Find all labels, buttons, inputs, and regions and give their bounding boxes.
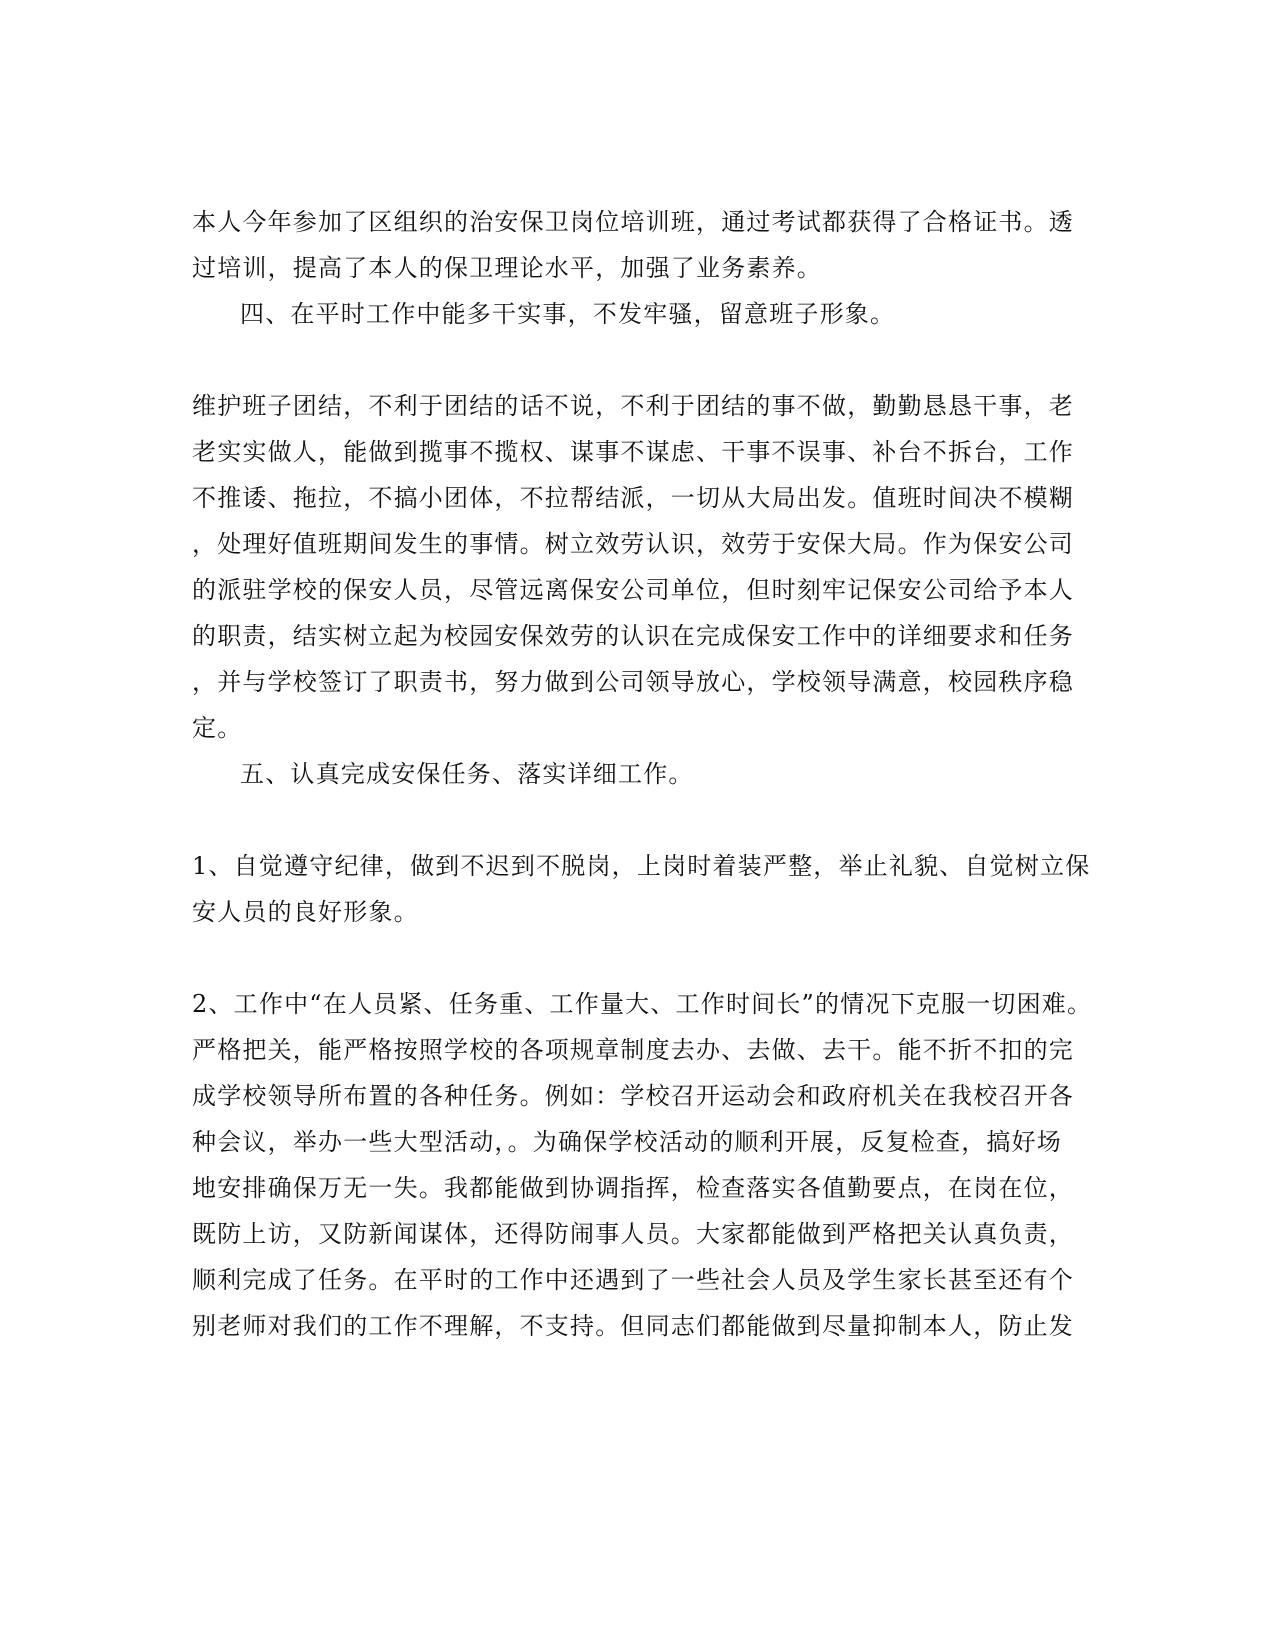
text-line: 安人员的良好形象。 xyxy=(192,898,419,926)
text-line: 顺利完成了任务。在平时的工作中还遇到了一些社会人员及学生家长甚至还有个 xyxy=(192,1266,1074,1294)
text-line: 种会议，举办一些大型活动，。为确保学校活动的顺利开展，反复检查，搞好场 xyxy=(192,1128,1062,1156)
text-line: 的职责，结实树立起为校园安保效劳的认识在完成保安工作中的详细要求和任务 xyxy=(192,622,1074,650)
text-line: 老实实做人，能做到揽事不揽权、谋事不谋虑、干事不误事、补台不拆台，工作 xyxy=(192,438,1074,466)
text-line: 地安排确保万无一失。我都能做到协调指挥，检查落实各值勤要点，在岗在位， xyxy=(192,1174,1074,1202)
text-line: 定。 xyxy=(192,714,243,742)
text-line: 维护班子团结，不利于团结的话不说，不利于团结的事不做，勤勤恳恳干事，老 xyxy=(192,392,1074,420)
text-line: 既防上访，又防新闻谋体，还得防闹事人员。大家都能做到严格把关认真负责， xyxy=(192,1220,1074,1248)
text-line: 严格把关，能严格按照学校的各项规章制度去办、去做、去干。能不折不扣的完 xyxy=(192,1036,1074,1064)
section-heading: 四、在平时工作中能多干实事，不发牢骚，留意班子形象。 xyxy=(240,300,896,328)
text-line: ，并与学校签订了职责书，努力做到公司领导放心，学校领导满意，校园秩序稳 xyxy=(192,668,1074,696)
list-item: 1、自觉遵守纪律，做到不迟到不脱岗，上岗时着装严整，举止礼貌、自觉树立保 xyxy=(192,852,1091,880)
text-line: 不推诿、拖拉，不搞小团体，不拉帮结派，一切从大局出发。值班时间决不模糊 xyxy=(192,484,1074,512)
text-line: 本人今年参加了区组织的治安保卫岗位培训班，通过考试都获得了合格证书。透 xyxy=(192,208,1074,236)
list-item: 2、工作中“在人员紧、任务重、工作量大、工作时间长”的情况下克服一切困难。 xyxy=(192,990,1093,1018)
text-line: 的派驻学校的保安人员，尽管远离保安公司单位，但时刻牢记保安公司给予本人 xyxy=(192,576,1074,604)
section-heading: 五、认真完成安保任务、落实详细工作。 xyxy=(240,760,694,788)
text-line: ，处理好值班期间发生的事情。树立效劳认识，效劳于安保大局。作为保安公司 xyxy=(192,530,1074,558)
text-line: 成学校领导所布置的各种任务。例如：学校召开运动会和政府机关在我校召开各 xyxy=(192,1082,1074,1110)
text-line: 别老师对我们的工作不理解，不支持。但同志们都能做到尽量抑制本人，防止发 xyxy=(192,1312,1074,1340)
text-line: 过培训，提高了本人的保卫理论水平，加强了业务素养。 xyxy=(192,254,822,282)
